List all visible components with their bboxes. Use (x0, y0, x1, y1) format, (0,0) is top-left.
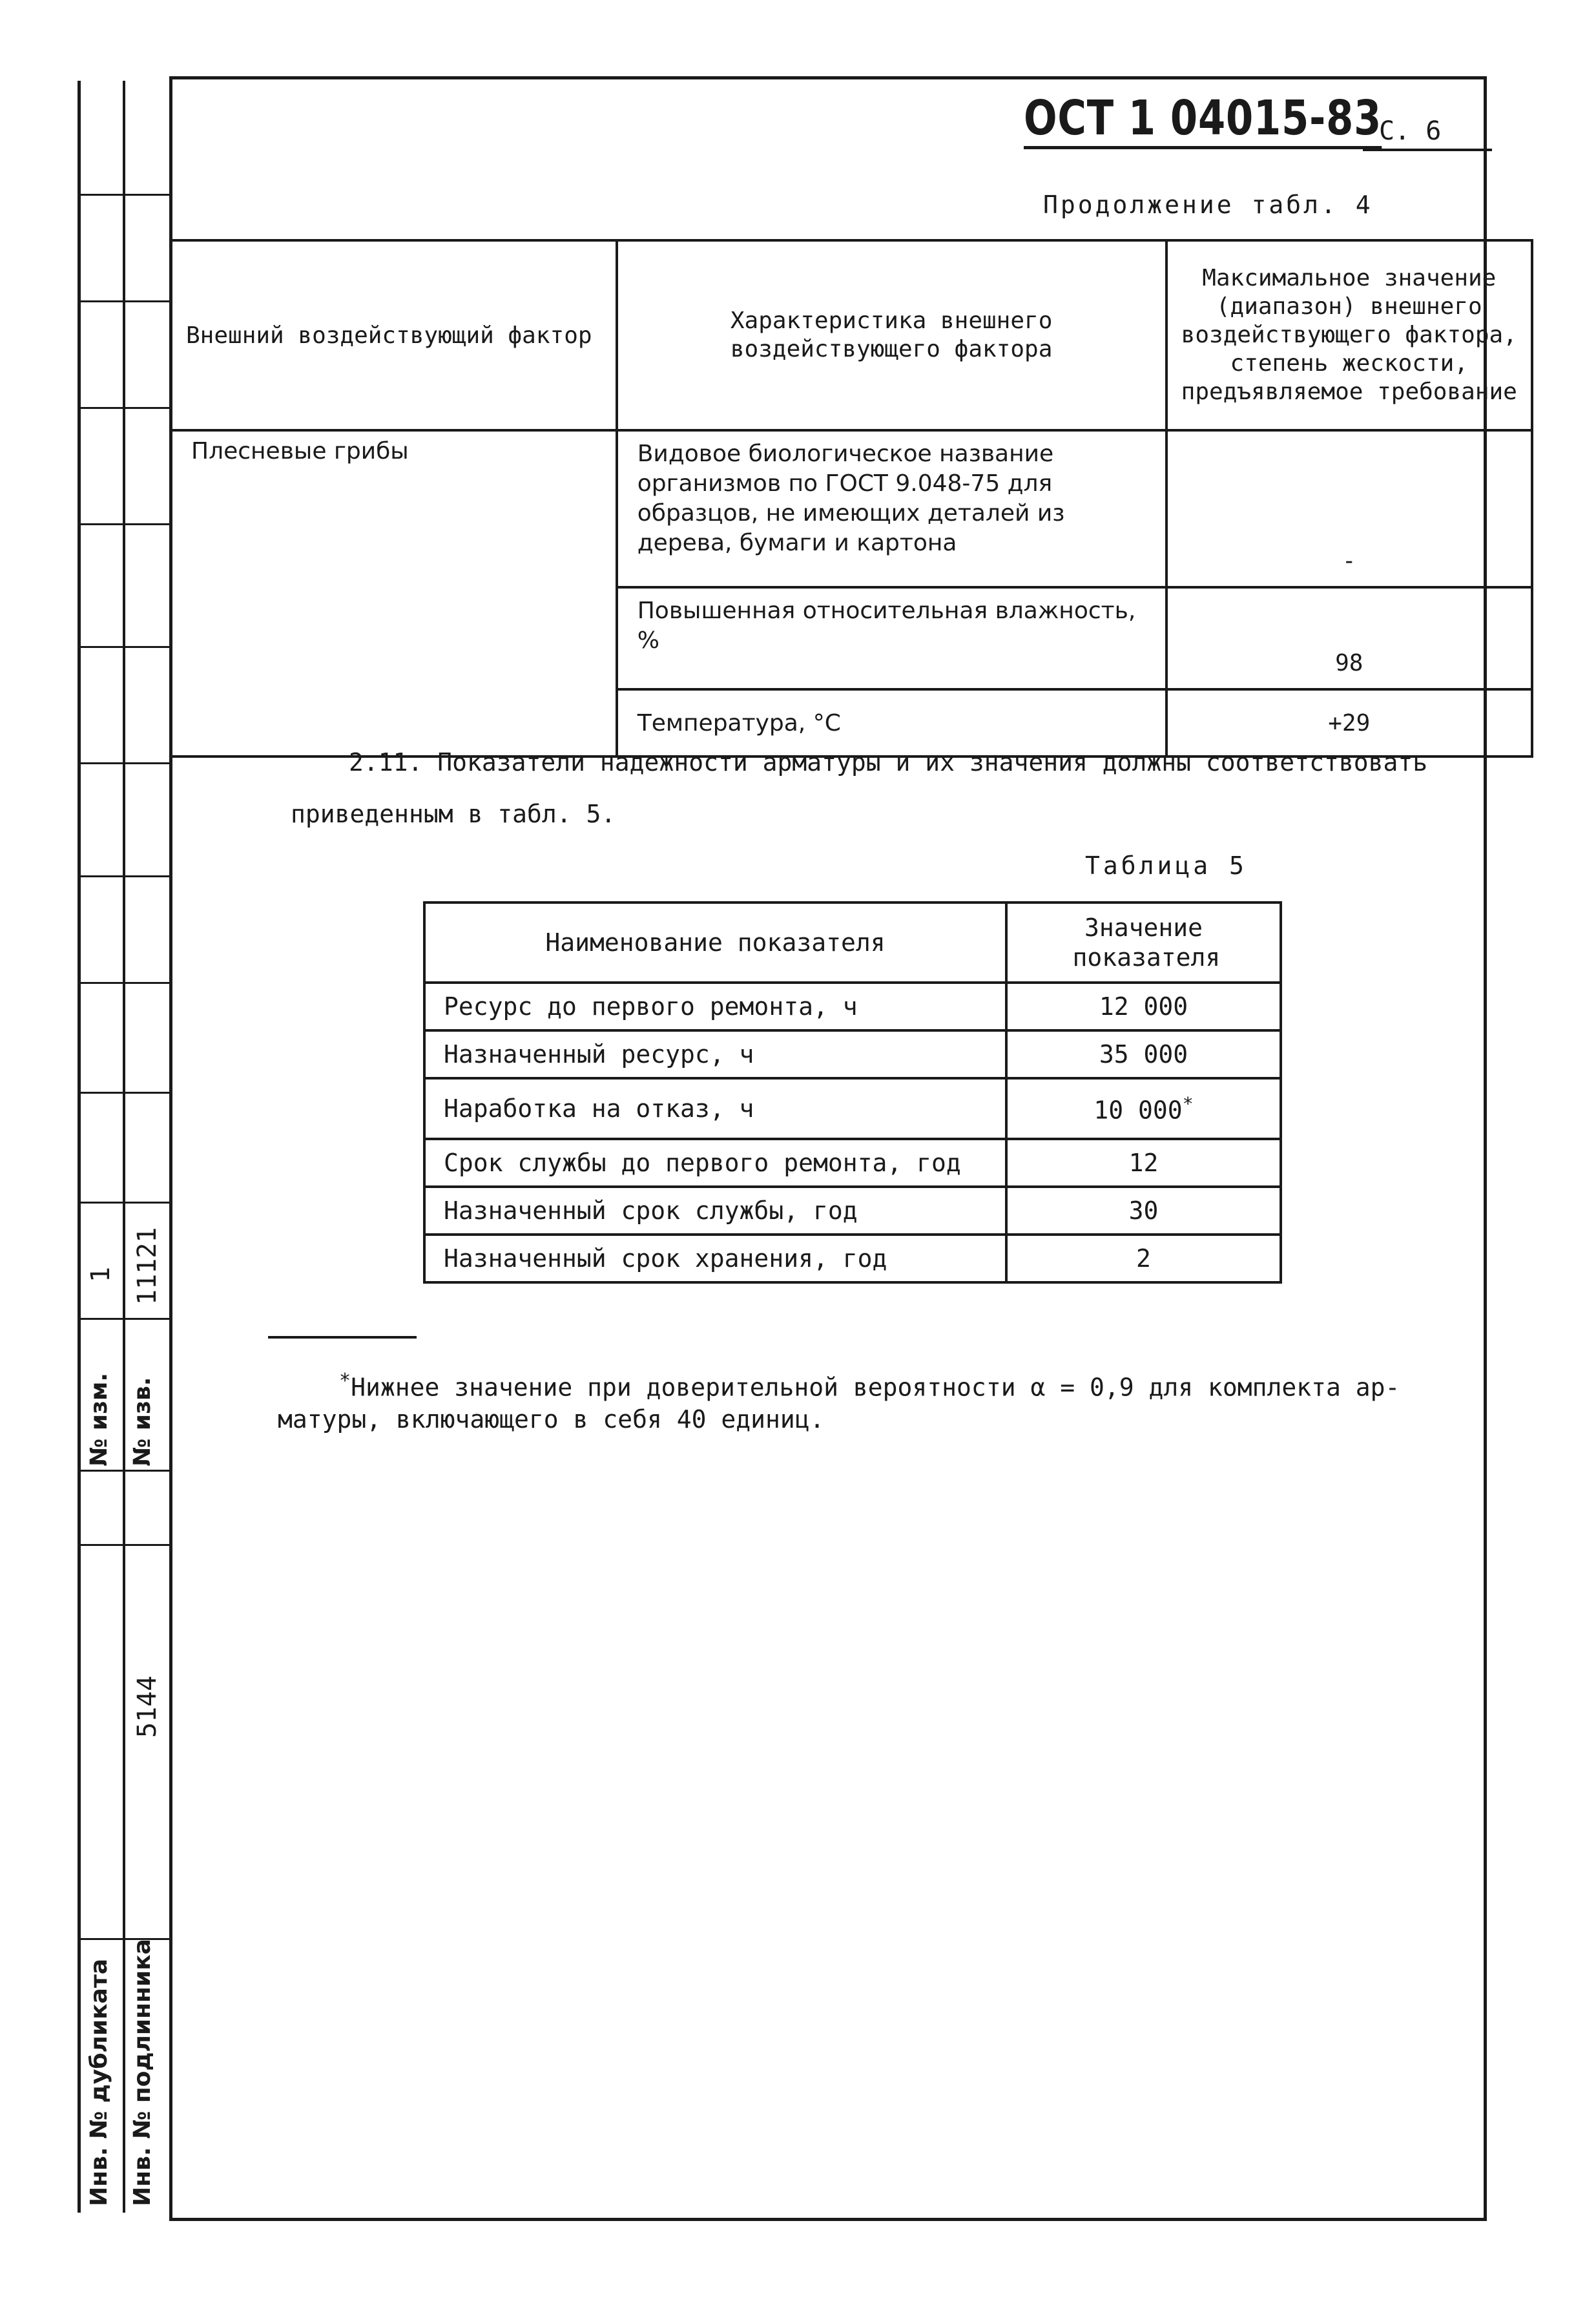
table-continuation-label: Продолжение табл. 4 (1043, 191, 1373, 219)
side-stamp-line (78, 523, 169, 525)
table-5-header-text: Значение показателя (1072, 913, 1221, 972)
footnote-rule (268, 1336, 417, 1339)
table-5-name-cell: Ресурс до первого ремонта, ч (424, 983, 1006, 1030)
side-stamp-line (78, 646, 169, 648)
table-5-header-cell: Наименование показателя (424, 902, 1006, 983)
dubl-label: Инв. № дубликата (86, 1959, 112, 2206)
table-4-header-cell (1166, 240, 1532, 430)
table-4-header-cell (617, 240, 1166, 430)
side-stamp-line (78, 1544, 169, 1546)
table-row (424, 1187, 1281, 1235)
table-row (424, 1235, 1281, 1282)
table-5-value-cell: 2 (1006, 1235, 1281, 1282)
table-row (424, 1078, 1281, 1139)
side-stamp-line (78, 982, 169, 984)
side-stamp-divider (123, 81, 125, 2213)
izv-value: 11121 (132, 1227, 162, 1305)
footnote-mark: * (339, 1370, 351, 1392)
table-5-name-cell: Наработка на отказ, ч (424, 1078, 1006, 1139)
footnote-line (339, 1370, 1400, 1402)
table-4-header-text: Максимальное значение (диапазон) внешнего воздействующего фактора, степень жескости, предъявляемое требование (1181, 265, 1517, 405)
side-stamp-line (78, 1202, 169, 1204)
table-5-name-cell: Назначенный срок службы, год (424, 1187, 1006, 1235)
footnote-text: Нижнее значение при доверительной вероятности α = 0,9 для комплекта ар- (351, 1373, 1400, 1402)
table-4-characteristic-cell: Видовое биологическое название организмов по ГОСТ 9.048-75 для образцов, не имеющих деталей из дерева, бумаги и картона (617, 430, 1166, 587)
izm-label: № изм. (86, 1372, 112, 1466)
footnote-marker: * (1182, 1092, 1194, 1114)
side-stamp-line (78, 300, 169, 302)
side-stamp-line (78, 1318, 169, 1320)
side-stamp-line (78, 407, 169, 409)
paragraph-line: приведенным в табл. 5. (291, 800, 616, 828)
side-stamp-line (78, 1092, 169, 1094)
side-stamp-line (78, 762, 169, 764)
podl-label: Инв. № подлинника (129, 1939, 156, 2206)
table-4-value-cell: 98 (1166, 587, 1532, 689)
table-5-value-cell: 35 000 (1006, 1030, 1281, 1078)
table-row (424, 983, 1281, 1030)
izm-value: 1 (86, 1266, 116, 1282)
table-5-value-cell: 30 (1006, 1187, 1281, 1235)
table-5-name-cell: Срок службы до первого ремонта, год (424, 1139, 1006, 1187)
side-stamp-line (78, 875, 169, 877)
table-row (424, 1139, 1281, 1187)
table-5-title: Таблица 5 (1085, 851, 1247, 880)
table-5-value-cell: 12 000 (1006, 983, 1281, 1030)
table-4-characteristic-cell: Температура, °С (617, 689, 1166, 756)
table-4-header-row (171, 240, 1532, 430)
table-row (171, 430, 1532, 587)
table-4 (169, 239, 1533, 758)
side-stamp-line (78, 1470, 169, 1472)
table-4-factor-cell: Плесневые грибы (171, 430, 617, 756)
table-4-characteristic-cell: Повышенная относительная влажность, % (617, 587, 1166, 689)
table-row (424, 1030, 1281, 1078)
table-5-value-text: 10 000 (1093, 1096, 1183, 1125)
table-5-header-row (424, 902, 1281, 983)
table-4-value-cell: - (1166, 430, 1532, 587)
table-5-value-cell (1006, 1078, 1281, 1139)
table-4-header-text: Характеристика внешнего воздействующего фактора (730, 308, 1053, 362)
footnote-line: матуры, включающего в себя 40 единиц. (278, 1405, 825, 1434)
table-4-value-cell: +29 (1166, 689, 1532, 756)
side-stamp-line (78, 194, 169, 196)
podl-value: 5144 (132, 1675, 162, 1738)
paragraph-line: 2.11. Показатели надежности арматуры и их значения должны соответствовать (349, 748, 1428, 777)
table-5-name-cell: Назначенный срок хранения, год (424, 1235, 1006, 1282)
table-5 (423, 901, 1282, 1284)
document-code: ОСТ 1 04015-83 (1024, 90, 1382, 149)
izv-label: № изв. (129, 1377, 156, 1466)
table-4-header-cell: Внешний воздействующий фактор (171, 240, 617, 430)
table-5-name-cell: Назначенный ресурс, ч (424, 1030, 1006, 1078)
page-number: С. 6 (1379, 116, 1442, 146)
page-number-underline (1363, 149, 1492, 151)
table-5-value-cell: 12 (1006, 1139, 1281, 1187)
table-5-header-cell (1006, 902, 1281, 983)
